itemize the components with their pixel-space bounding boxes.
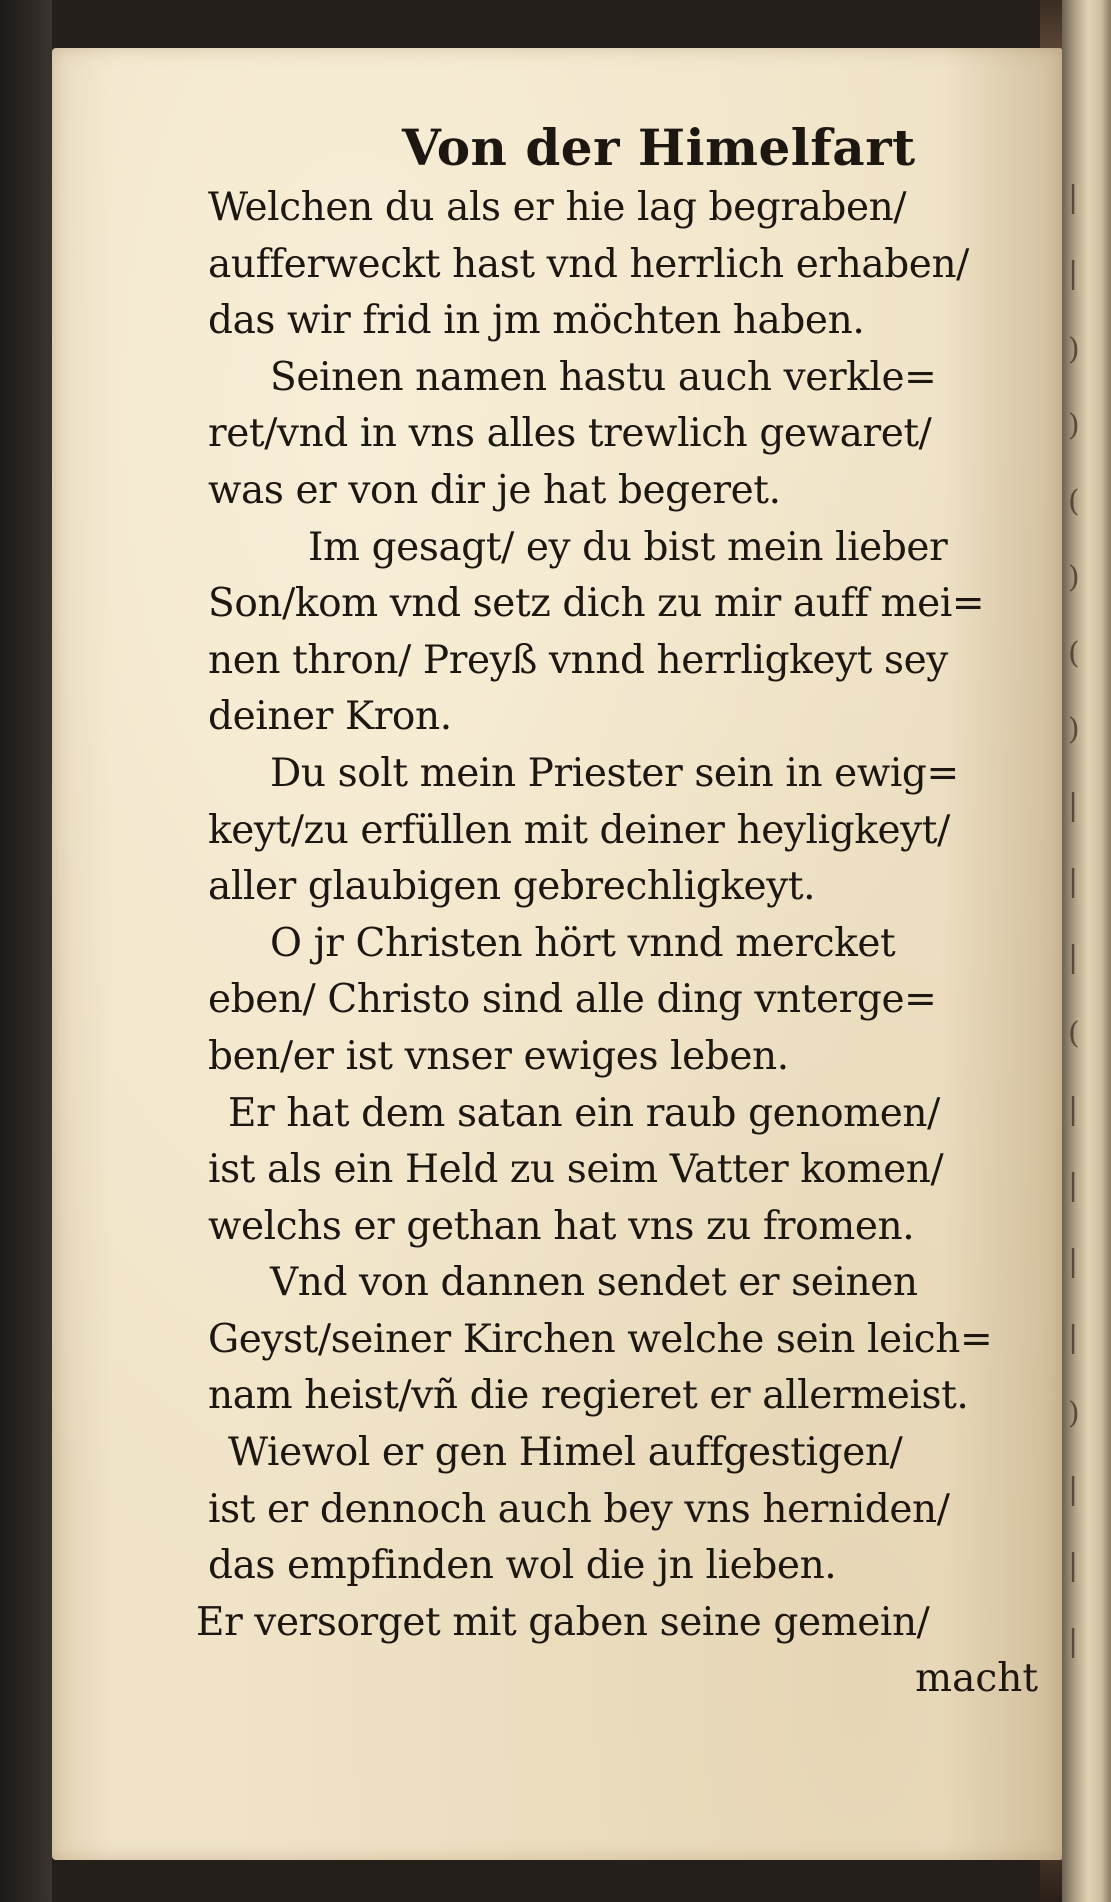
text-line: das wir frid in jm möchten haben.	[208, 298, 865, 344]
text-line: ret/vnd in vns alles trewlich gewaret/	[208, 411, 932, 457]
text-line: Geyst/seiner Kirchen welche sein leich=	[208, 1316, 993, 1362]
running-head: Von der Himelfart	[402, 118, 916, 177]
text-line: ist er dennoch auch bey vns herniden/	[208, 1486, 950, 1532]
text-line: Er hat dem satan ein raub genomen/	[228, 1090, 940, 1136]
catchword: macht	[915, 1656, 1038, 1702]
text-line: Du solt mein Priester sein in ewig=	[270, 750, 959, 796]
text-line: aller glaubigen gebrechligkeyt.	[208, 864, 816, 910]
text-line: O jr Christen hört vnnd mercket	[270, 920, 896, 966]
text-line: nen thron/ Preyß vnnd herrligkeyt sey	[208, 637, 948, 683]
page-text-block	[196, 118, 1044, 1707]
text-line: deiner Kron.	[208, 694, 452, 740]
text-line: eben/ Christo sind alle ding vnterge=	[208, 977, 937, 1023]
text-line: Vnd von dannen sendet er seinen	[270, 1260, 918, 1306]
text-line: ben/er ist vnser ewiges leben.	[208, 1033, 789, 1079]
text-line: Seinen namen hastu auch verkle=	[270, 354, 937, 400]
text-line: welchs er gethan hat vns zu fromen.	[208, 1203, 915, 1249]
text-line: nam heist/vñ die regieret er allermeist.	[208, 1373, 969, 1419]
text-line: keyt/zu erfüllen mit deiner heyligkeyt/	[208, 807, 950, 853]
text-line: Son/kom vnd setz dich zu mir auff mei=	[208, 581, 985, 627]
text-line: was er von dir je hat begeret.	[208, 467, 781, 513]
facing-page-show-through: | | ) ) ( ) ( ) | | | ( | | | | ) | | |	[1068, 180, 1080, 1659]
text-line: Er versorget mit gaben seine gemein/	[196, 1599, 930, 1645]
text-line: Im gesagt/ ey du bist mein lieber	[308, 524, 948, 570]
text-line: Wiewol er gen Himel auffgestigen/	[228, 1430, 903, 1476]
text-line: das empfinden wol die jn lieben.	[208, 1543, 837, 1589]
book-cover-edge	[0, 0, 52, 1902]
text-line: ist als ein Held zu seim Vatter komen/	[208, 1147, 944, 1193]
text-line: Welchen du als er hie lag begraben/	[208, 185, 907, 230]
text-line: aufferweckt hast vnd herrlich erhaben/	[208, 241, 969, 287]
